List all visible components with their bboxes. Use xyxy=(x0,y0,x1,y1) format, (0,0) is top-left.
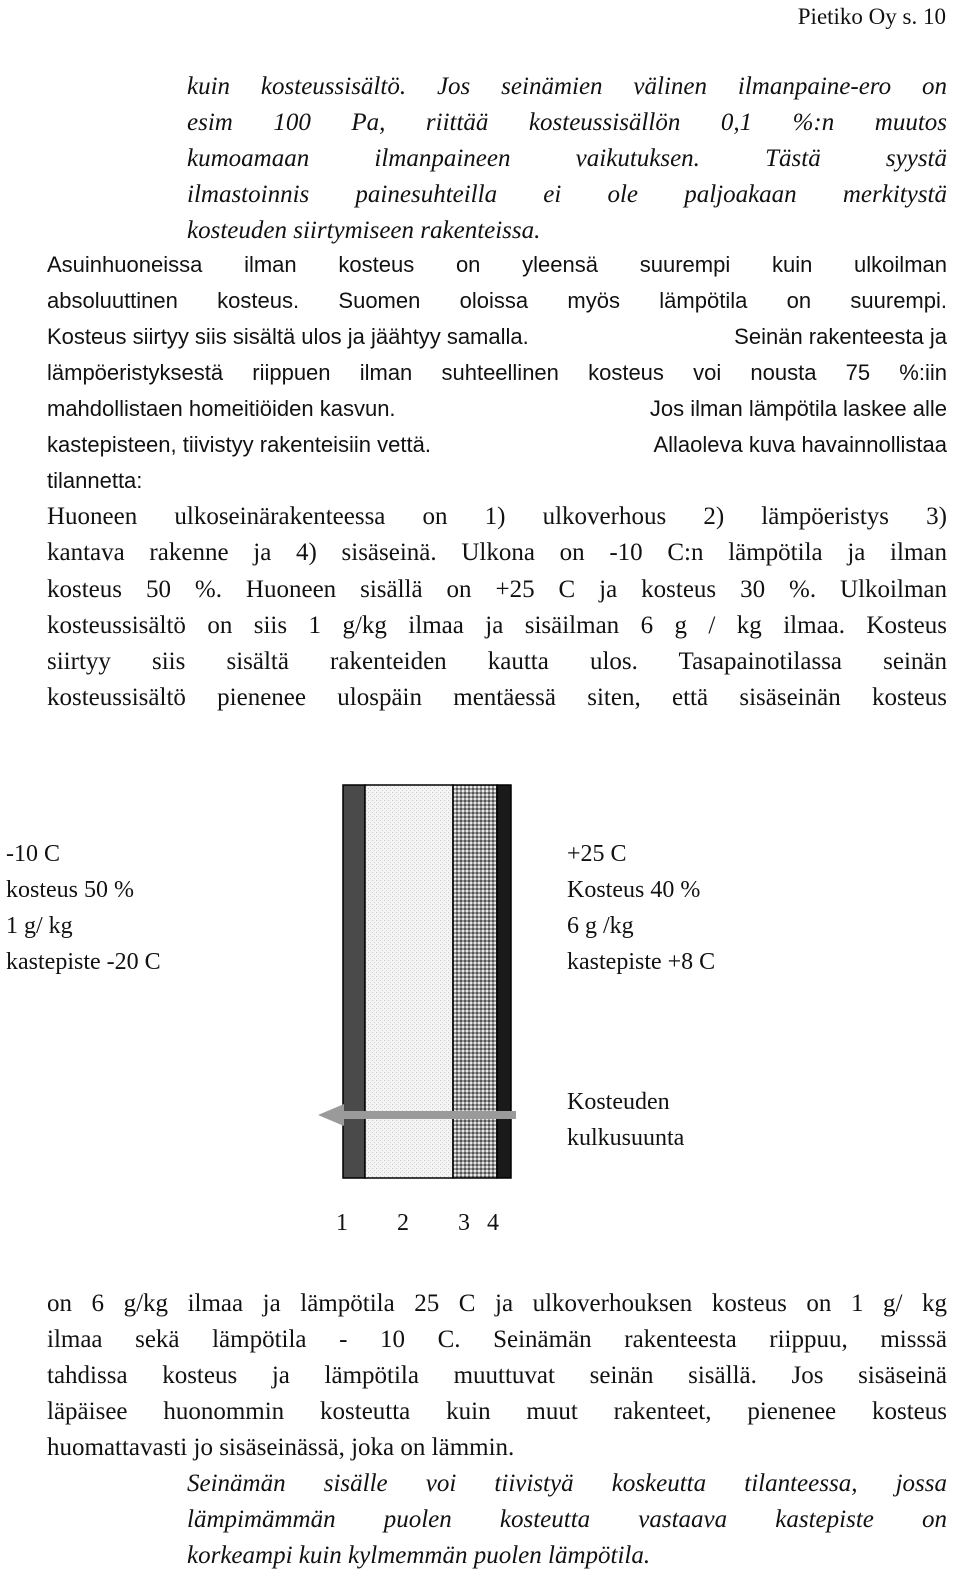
inside-temp: +25 C xyxy=(567,841,627,867)
text-line: kantava rakenne ja 4) sisäseinä. Ulkona on -10 C:n lämpötila ja ilman xyxy=(47,539,947,566)
text-line: Asuinhuoneissa ilman kosteus on yleensä suurempi kuin ulkoilman xyxy=(47,252,947,277)
text-line: ilmastoinnis painesuhteilla ei ole paljoakaan merkitystä xyxy=(187,181,947,208)
text-line: absoluuttinen kosteus. Suomen oloissa myös lämpötila on suurempi. xyxy=(47,288,947,313)
inside-conditions xyxy=(567,836,715,980)
layer-inner-wall xyxy=(497,785,511,1178)
text-line: siirtyy siis sisältä rakenteiden kautta ulos. Tasapainotilassa seinän xyxy=(47,648,947,675)
text-line-tail: Allaoleva kuva havainnollistaa xyxy=(653,432,947,457)
layer-cladding xyxy=(343,785,365,1178)
text-line: huomattavasti jo sisäseinässä, joka on lämmin. xyxy=(47,1434,515,1461)
text-line: Kosteus siirtyy siis sisältä ulos ja jäähtyy samalla. xyxy=(47,324,529,349)
text-line: kosteussisältö on siis 1 g/kg ilmaa ja sisäilman 6 g / kg ilmaa. Kosteus xyxy=(47,612,947,639)
text-line: kosteuden siirtymiseen rakenteissa. xyxy=(187,217,541,244)
outside-humidity: kosteus 50 % xyxy=(6,877,134,903)
inside-humidity: Kosteus 40 % xyxy=(567,877,701,903)
text-line: esim 100 Pa, riittää kosteussisällön 0,1 %:n muutos xyxy=(187,109,947,136)
text-line-tail: Seinän rakenteesta ja xyxy=(734,324,947,349)
flow-direction-label xyxy=(567,1084,684,1156)
text-line: tahdissa kosteus ja lämpötila muuttuvat seinän sisällä. Jos sisäseinä xyxy=(47,1362,947,1389)
layer-load-bearing xyxy=(453,785,497,1178)
layer-number-3: 3 xyxy=(458,1210,470,1236)
outside-conditions xyxy=(6,836,161,980)
inside-moisture: 6 g /kg xyxy=(567,913,634,939)
layer-number-4: 4 xyxy=(487,1210,499,1236)
text-line: kosteus 50 %. Huoneen sisällä on +25 C ja kosteus 30 %. Ulkoilman xyxy=(47,576,947,603)
flow-label-line: Kosteuden xyxy=(567,1089,670,1115)
text-line: kosteussisältö pienenee ulospäin mentäessä siten, että sisäseinän kosteus xyxy=(47,684,947,711)
text-line: ilmaa sekä lämpötila - 10 C. Seinämän rakenteesta riippuu, misssä xyxy=(47,1326,947,1353)
text-line: läpäisee huonommin kosteutta kuin muut rakenteet, pienenee kosteus xyxy=(47,1398,947,1425)
inside-dewpoint: kastepiste +8 C xyxy=(567,949,716,975)
text-line: tilannetta: xyxy=(47,468,143,493)
arrow-head xyxy=(318,1104,344,1126)
text-line: lämpöeristyksestä riippuen ilman suhteellinen kosteus voi nousta 75 %:iin xyxy=(47,360,947,385)
text-line: Huoneen ulkoseinärakenteessa on 1) ulkoverhous 2) lämpöeristys 3) xyxy=(47,503,947,530)
text-line: kastepisteen, tiivistyy rakenteisiin vettä. xyxy=(47,432,431,457)
text-line: on 6 g/kg ilmaa ja lämpötila 25 C ja ulkoverhouksen kosteus on 1 g/ kg xyxy=(47,1290,947,1317)
text-line: lämpimämmän puolen kosteutta vastaava kastepiste on xyxy=(187,1506,947,1533)
layer-number-2: 2 xyxy=(397,1210,409,1236)
flow-label-line: kulkusuunta xyxy=(567,1125,685,1151)
text-line: mahdollistaen homeitiöiden kasvun. xyxy=(47,396,396,421)
page-header: Pietiko Oy s. 10 xyxy=(797,4,946,29)
outside-temp: -10 C xyxy=(6,841,60,867)
text-line: kuin kosteussisältö. Jos seinämien välinen ilmanpaine-ero on xyxy=(187,73,947,100)
layer-insulation xyxy=(365,785,453,1178)
text-line: kumoamaan ilmanpaineen vaikutuksen. Tästä syystä xyxy=(187,145,947,172)
layer-number-1: 1 xyxy=(336,1210,348,1236)
text-line: korkeampi kuin kylmemmän puolen lämpötila. xyxy=(187,1542,651,1569)
text-line: Seinämän sisälle voi tiivistyä koskeutta tilanteessa, jossa xyxy=(187,1470,947,1497)
text-line-tail: Jos ilman lämpötila laskee alle xyxy=(649,396,947,421)
outside-dewpoint: kastepiste -20 C xyxy=(6,949,161,975)
outside-moisture: 1 g/ kg xyxy=(6,913,73,939)
